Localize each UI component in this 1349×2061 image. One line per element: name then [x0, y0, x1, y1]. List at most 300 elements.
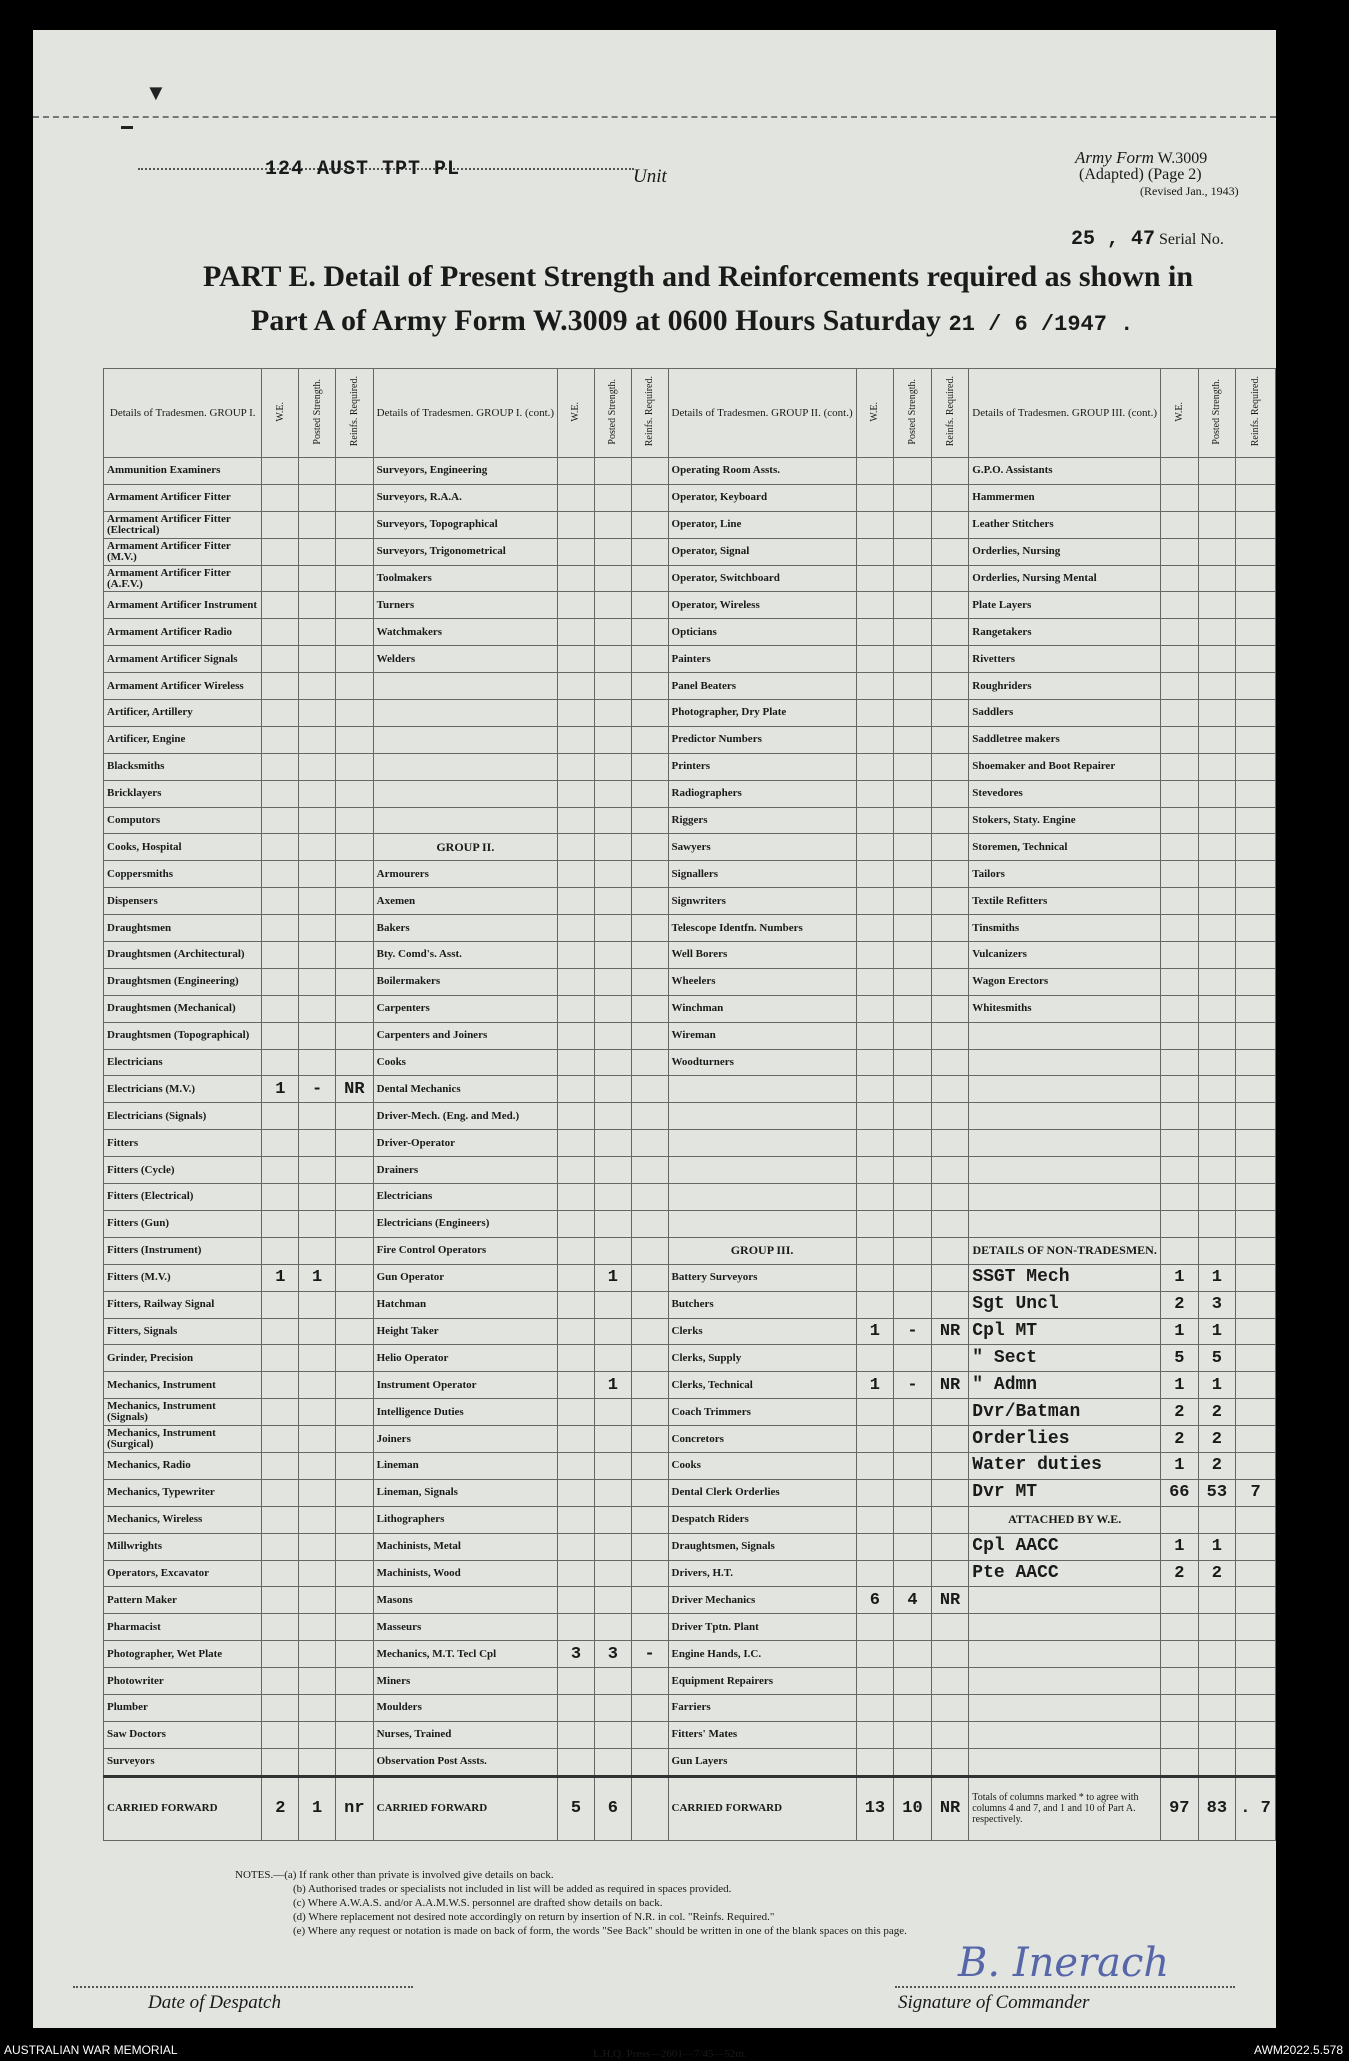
trade-name-cell: Sawyers: [668, 834, 856, 861]
count-cell: [336, 1533, 374, 1560]
count-cell: [856, 484, 894, 511]
count-cell: [594, 1721, 631, 1748]
count-cell: [894, 592, 932, 619]
trade-name-cell: [969, 1103, 1161, 1130]
count-cell: [1161, 1748, 1199, 1776]
count-cell: [856, 673, 894, 700]
count-cell: [1161, 861, 1199, 888]
count-cell: [299, 780, 336, 807]
count-cell: [558, 1022, 595, 1049]
count-cell: [594, 458, 631, 485]
count-cell: [1161, 726, 1199, 753]
count-cell: [336, 592, 374, 619]
trade-name-cell: Armament Artificer Fitter (Electrical): [104, 511, 262, 538]
trade-name-cell: Fitters (Electrical): [104, 1184, 262, 1211]
trade-name-cell: Printers: [668, 753, 856, 780]
count-cell: [594, 807, 631, 834]
count-cell: [594, 1452, 631, 1479]
count-cell: [336, 807, 374, 834]
count-cell: [299, 1452, 336, 1479]
count-cell: [558, 753, 595, 780]
trade-name-cell: Fitters: [104, 1130, 262, 1157]
trade-name-cell: Mechanics, Typewriter: [104, 1479, 262, 1506]
count-cell: [1236, 646, 1276, 673]
count-cell: [558, 915, 595, 942]
trade-name-cell: [969, 1721, 1161, 1748]
count-cell: 1: [594, 1372, 631, 1399]
count-cell: [262, 1291, 299, 1318]
count-cell: [931, 834, 969, 861]
count-cell: [1236, 861, 1276, 888]
trade-name-cell: [969, 1130, 1161, 1157]
pointer-mark-icon: ▼: [145, 80, 167, 105]
trade-name-cell: Height Taker: [373, 1318, 557, 1345]
count-cell: [931, 700, 969, 727]
count-cell: [931, 1641, 969, 1668]
count-cell: [1161, 1210, 1199, 1237]
count-cell: [1198, 807, 1236, 834]
trade-name-cell: [373, 807, 557, 834]
count-cell: [894, 1641, 932, 1668]
count-cell: [262, 673, 299, 700]
trade-name-cell: [969, 1049, 1161, 1076]
count-cell: [336, 942, 374, 969]
count-cell: [1236, 888, 1276, 915]
count-cell: [262, 538, 299, 565]
count-cell: [594, 538, 631, 565]
trade-name-cell: Instrument Operator: [373, 1372, 557, 1399]
count-cell: 1: [594, 1264, 631, 1291]
count-cell: [1198, 1022, 1236, 1049]
count-cell: [931, 1103, 969, 1130]
count-cell: [558, 673, 595, 700]
count-cell: [299, 915, 336, 942]
trade-name-cell: Shoemaker and Boot Repairer: [969, 753, 1161, 780]
table-row: [104, 700, 1276, 727]
table-row: [104, 1641, 1276, 1668]
count-cell: [594, 700, 631, 727]
count-cell: [336, 1560, 374, 1587]
count-cell: [336, 780, 374, 807]
trade-name-cell: Draughtsmen (Mechanical): [104, 995, 262, 1022]
reinfs-header: Reinfs. Required.: [931, 369, 969, 458]
trade-name-cell: [373, 700, 557, 727]
table-row: [104, 538, 1276, 565]
count-cell: [931, 592, 969, 619]
count-cell: [336, 1399, 374, 1426]
count-cell: [1198, 780, 1236, 807]
count-cell: [1161, 458, 1199, 485]
trade-name-cell: Electricians (M.V.): [104, 1076, 262, 1103]
table-row: [104, 1587, 1276, 1614]
count-cell: [856, 1533, 894, 1560]
count-cell: [1236, 1426, 1276, 1453]
count-cell: [631, 1399, 668, 1426]
count-cell: [1198, 1210, 1236, 1237]
table-row: [104, 1426, 1276, 1453]
trade-name-cell: Mechanics, Instrument (Signals): [104, 1399, 262, 1426]
count-cell: [1161, 888, 1199, 915]
trade-name-cell: Operators, Excavator: [104, 1560, 262, 1587]
count-cell: -: [894, 1318, 932, 1345]
count-cell: [631, 1668, 668, 1695]
count-cell: [931, 1130, 969, 1157]
count-cell: 3: [594, 1641, 631, 1668]
count-cell: [1198, 726, 1236, 753]
serial-label: Serial No.: [1159, 231, 1224, 248]
count-cell: [631, 834, 668, 861]
trade-name-cell: Operator, Switchboard: [668, 565, 856, 592]
count-cell: [1198, 1668, 1236, 1695]
header-row: [104, 369, 1276, 458]
table-row: [104, 834, 1276, 861]
count-cell: [299, 1479, 336, 1506]
details-header-group3-cont: Details of Tradesmen. GROUP III. (cont.): [969, 369, 1161, 458]
count-cell: [856, 968, 894, 995]
trade-name-cell: Pattern Maker: [104, 1587, 262, 1614]
count-cell: [856, 1103, 894, 1130]
count-cell: [931, 1506, 969, 1533]
count-cell: [1198, 1506, 1236, 1533]
count-cell: [594, 861, 631, 888]
note-a: NOTES.—(a) If rank other than private is involved give details on back.: [235, 1869, 554, 1881]
trade-name-cell: Surveyors, Engineering: [373, 458, 557, 485]
totals-note: Totals of columns marked * to agree with columns 4 and 7, and 1 and 10 of Part A. respectively.: [969, 1776, 1161, 1840]
trade-name-cell: Operator, Signal: [668, 538, 856, 565]
count-cell: [594, 1049, 631, 1076]
count-cell: [299, 673, 336, 700]
count-cell: [262, 1318, 299, 1345]
trade-name-cell: G.P.O. Assistants: [969, 458, 1161, 485]
count-cell: [262, 915, 299, 942]
carried-forward-value: 13: [856, 1776, 894, 1840]
table-row: [104, 592, 1276, 619]
count-cell: [856, 780, 894, 807]
count-cell: [894, 673, 932, 700]
non-tradesman-cell: " Admn: [969, 1372, 1161, 1399]
count-cell: [1236, 834, 1276, 861]
count-cell: [594, 484, 631, 511]
count-cell: [1198, 538, 1236, 565]
count-cell: [931, 1721, 969, 1748]
count-cell: [336, 565, 374, 592]
count-cell: [1161, 1506, 1199, 1533]
archive-id: AWM2022.5.578: [1254, 2043, 1343, 2057]
count-cell: [262, 1721, 299, 1748]
count-cell: 1: [1161, 1372, 1199, 1399]
count-cell: [894, 1533, 932, 1560]
table-row: [104, 1668, 1276, 1695]
count-cell: [894, 1291, 932, 1318]
count-cell: [631, 1506, 668, 1533]
count-cell: [558, 700, 595, 727]
count-cell: [594, 511, 631, 538]
trade-name-cell: [373, 780, 557, 807]
count-cell: [262, 995, 299, 1022]
count-cell: [894, 619, 932, 646]
trade-name-cell: Carpenters and Joiners: [373, 1022, 557, 1049]
table-row: [104, 1748, 1276, 1776]
count-cell: [1236, 511, 1276, 538]
trade-name-cell: Surveyors, Topographical: [373, 511, 557, 538]
count-cell: [1161, 1587, 1199, 1614]
trade-name-cell: DETAILS OF NON-TRADESMEN.: [969, 1237, 1161, 1264]
count-cell: [558, 1452, 595, 1479]
count-cell: [1161, 1694, 1199, 1721]
count-cell: [558, 1694, 595, 1721]
count-cell: [1236, 1345, 1276, 1372]
count-cell: [594, 1533, 631, 1560]
count-cell: [1161, 1641, 1199, 1668]
count-cell: [631, 1130, 668, 1157]
count-cell: [594, 1399, 631, 1426]
trade-name-cell: Artificer, Engine: [104, 726, 262, 753]
count-cell: [262, 1157, 299, 1184]
count-cell: [1198, 673, 1236, 700]
count-cell: [299, 942, 336, 969]
trade-name-cell: Boilermakers: [373, 968, 557, 995]
trade-name-cell: Fitters' Mates: [668, 1721, 856, 1748]
count-cell: [1236, 1103, 1276, 1130]
non-tradesman-cell: Dvr/Batman: [969, 1399, 1161, 1426]
count-cell: [1161, 592, 1199, 619]
form-adapted: (Adapted) (Page 2): [1079, 166, 1202, 183]
trade-name-cell: Masons: [373, 1587, 557, 1614]
count-cell: [856, 646, 894, 673]
trade-name-cell: Tinsmiths: [969, 915, 1161, 942]
count-cell: [856, 861, 894, 888]
count-cell: 1: [1198, 1318, 1236, 1345]
count-cell: [931, 1049, 969, 1076]
count-cell: [558, 1668, 595, 1695]
count-cell: [262, 1587, 299, 1614]
count-cell: [1236, 1560, 1276, 1587]
count-cell: 1: [1198, 1533, 1236, 1560]
count-cell: [1236, 1157, 1276, 1184]
trade-name-cell: Leather Stitchers: [969, 511, 1161, 538]
carried-forward-row: [104, 1776, 1276, 1840]
trade-name-cell: Clerks, Technical: [668, 1372, 856, 1399]
count-cell: [1198, 1076, 1236, 1103]
count-cell: [1161, 1668, 1199, 1695]
count-cell: [856, 807, 894, 834]
count-cell: [894, 1210, 932, 1237]
count-cell: [631, 780, 668, 807]
count-cell: 2: [1198, 1452, 1236, 1479]
count-cell: [336, 458, 374, 485]
trade-name-cell: Engine Hands, I.C.: [668, 1641, 856, 1668]
trade-name-cell: Moulders: [373, 1694, 557, 1721]
table-row: [104, 1721, 1276, 1748]
table-row: [104, 1022, 1276, 1049]
trade-name-cell: Electricians: [373, 1184, 557, 1211]
table-row: [104, 807, 1276, 834]
count-cell: [894, 942, 932, 969]
trade-name-cell: Coppersmiths: [104, 861, 262, 888]
count-cell: [931, 995, 969, 1022]
trade-name-cell: Computors: [104, 807, 262, 834]
count-cell: 6: [856, 1587, 894, 1614]
count-cell: [931, 888, 969, 915]
dash-mark-icon: [121, 126, 133, 129]
count-cell: NR: [931, 1587, 969, 1614]
count-cell: [631, 1748, 668, 1776]
table-row: [104, 565, 1276, 592]
count-cell: -: [894, 1372, 932, 1399]
count-cell: [1236, 1587, 1276, 1614]
count-cell: [894, 1264, 932, 1291]
trade-name-cell: Surveyors: [104, 1748, 262, 1776]
press-code: L.H.Q. Press—2601—7/45—52m.: [593, 2048, 747, 2060]
count-cell: [558, 1291, 595, 1318]
count-cell: [856, 1614, 894, 1641]
count-cell: [894, 1748, 932, 1776]
count-cell: [1198, 995, 1236, 1022]
trade-name-cell: [969, 1614, 1161, 1641]
title-date: 21 / 6 /1947 .: [948, 312, 1134, 337]
count-cell: [336, 646, 374, 673]
count-cell: [299, 834, 336, 861]
trade-name-cell: Lithographers: [373, 1506, 557, 1533]
trade-name-cell: [969, 1694, 1161, 1721]
table-row: [104, 1399, 1276, 1426]
count-cell: [1236, 592, 1276, 619]
non-tradesman-cell: Dvr MT: [969, 1479, 1161, 1506]
count-cell: [631, 1426, 668, 1453]
count-cell: [594, 1506, 631, 1533]
count-cell: [336, 995, 374, 1022]
count-cell: [631, 458, 668, 485]
trade-name-cell: Telescope Identfn. Numbers: [668, 915, 856, 942]
count-cell: [894, 888, 932, 915]
count-cell: [336, 1237, 374, 1264]
count-cell: [262, 1345, 299, 1372]
count-cell: [594, 834, 631, 861]
count-cell: [558, 1076, 595, 1103]
count-cell: [299, 888, 336, 915]
count-cell: [299, 565, 336, 592]
count-cell: [558, 1184, 595, 1211]
count-cell: [1236, 1721, 1276, 1748]
count-cell: 1: [299, 1264, 336, 1291]
count-cell: [299, 1426, 336, 1453]
notes-block: [235, 1868, 907, 1938]
count-cell: [631, 1694, 668, 1721]
table-body: [104, 369, 1276, 1841]
count-cell: [631, 1237, 668, 1264]
count-cell: [931, 458, 969, 485]
trade-name-cell: Blacksmiths: [104, 753, 262, 780]
count-cell: [856, 1479, 894, 1506]
trade-name-cell: Wireman: [668, 1022, 856, 1049]
count-cell: [594, 673, 631, 700]
count-cell: [1198, 646, 1236, 673]
count-cell: [1198, 968, 1236, 995]
count-cell: [894, 1694, 932, 1721]
count-cell: [894, 1076, 932, 1103]
count-cell: [856, 592, 894, 619]
count-cell: [558, 968, 595, 995]
count-cell: [1236, 1533, 1276, 1560]
count-cell: [894, 1022, 932, 1049]
trade-name-cell: Electricians: [104, 1049, 262, 1076]
count-cell: [1236, 619, 1276, 646]
count-cell: [1236, 1184, 1276, 1211]
count-cell: [558, 1345, 595, 1372]
trade-name-cell: Predictor Numbers: [668, 726, 856, 753]
trade-name-cell: Draughtsmen (Topographical): [104, 1022, 262, 1049]
count-cell: [558, 646, 595, 673]
count-cell: [894, 807, 932, 834]
trade-name-cell: Plumber: [104, 1694, 262, 1721]
trade-name-cell: Welders: [373, 646, 557, 673]
count-cell: NR: [931, 1372, 969, 1399]
count-cell: [1236, 458, 1276, 485]
count-cell: [1236, 1318, 1276, 1345]
count-cell: [1198, 753, 1236, 780]
count-cell: [594, 1694, 631, 1721]
count-cell: [894, 1399, 932, 1426]
trade-name-cell: Intelligence Duties: [373, 1399, 557, 1426]
trade-name-cell: Armament Artificer Wireless: [104, 673, 262, 700]
trade-name-cell: [969, 1668, 1161, 1695]
trade-name-cell: Armament Artificer Fitter (M.V.): [104, 538, 262, 565]
trade-name-cell: Saddlers: [969, 700, 1161, 727]
count-cell: [856, 1721, 894, 1748]
count-cell: [299, 511, 336, 538]
count-cell: [931, 1668, 969, 1695]
count-cell: [631, 1184, 668, 1211]
count-cell: [1198, 565, 1236, 592]
count-cell: [262, 565, 299, 592]
count-cell: [299, 458, 336, 485]
carried-forward-value: 5: [558, 1776, 595, 1840]
count-cell: [856, 1264, 894, 1291]
count-cell: [336, 1748, 374, 1776]
count-cell: [1236, 1748, 1276, 1776]
count-cell: [1236, 942, 1276, 969]
carried-forward-value: 2: [262, 1776, 299, 1840]
table-row: [104, 1533, 1276, 1560]
count-cell: [931, 619, 969, 646]
trade-name-cell: Millwrights: [104, 1533, 262, 1560]
count-cell: [594, 1157, 631, 1184]
count-cell: [1236, 915, 1276, 942]
count-cell: [336, 1210, 374, 1237]
trade-name-cell: [969, 1587, 1161, 1614]
count-cell: [336, 834, 374, 861]
count-cell: [631, 1533, 668, 1560]
count-cell: [262, 1506, 299, 1533]
count-cell: [894, 458, 932, 485]
count-cell: [594, 592, 631, 619]
count-cell: [558, 592, 595, 619]
count-cell: [894, 1103, 932, 1130]
count-cell: [1198, 1130, 1236, 1157]
count-cell: [631, 1076, 668, 1103]
count-cell: [631, 592, 668, 619]
count-cell: [558, 484, 595, 511]
count-cell: [894, 968, 932, 995]
count-cell: [262, 861, 299, 888]
count-cell: [262, 807, 299, 834]
count-cell: [299, 1345, 336, 1372]
trade-name-cell: Fitters (Cycle): [104, 1157, 262, 1184]
count-cell: [262, 1748, 299, 1776]
count-cell: [856, 995, 894, 1022]
count-cell: [262, 1049, 299, 1076]
commander-signature: B. Inerach: [958, 1940, 1170, 1986]
